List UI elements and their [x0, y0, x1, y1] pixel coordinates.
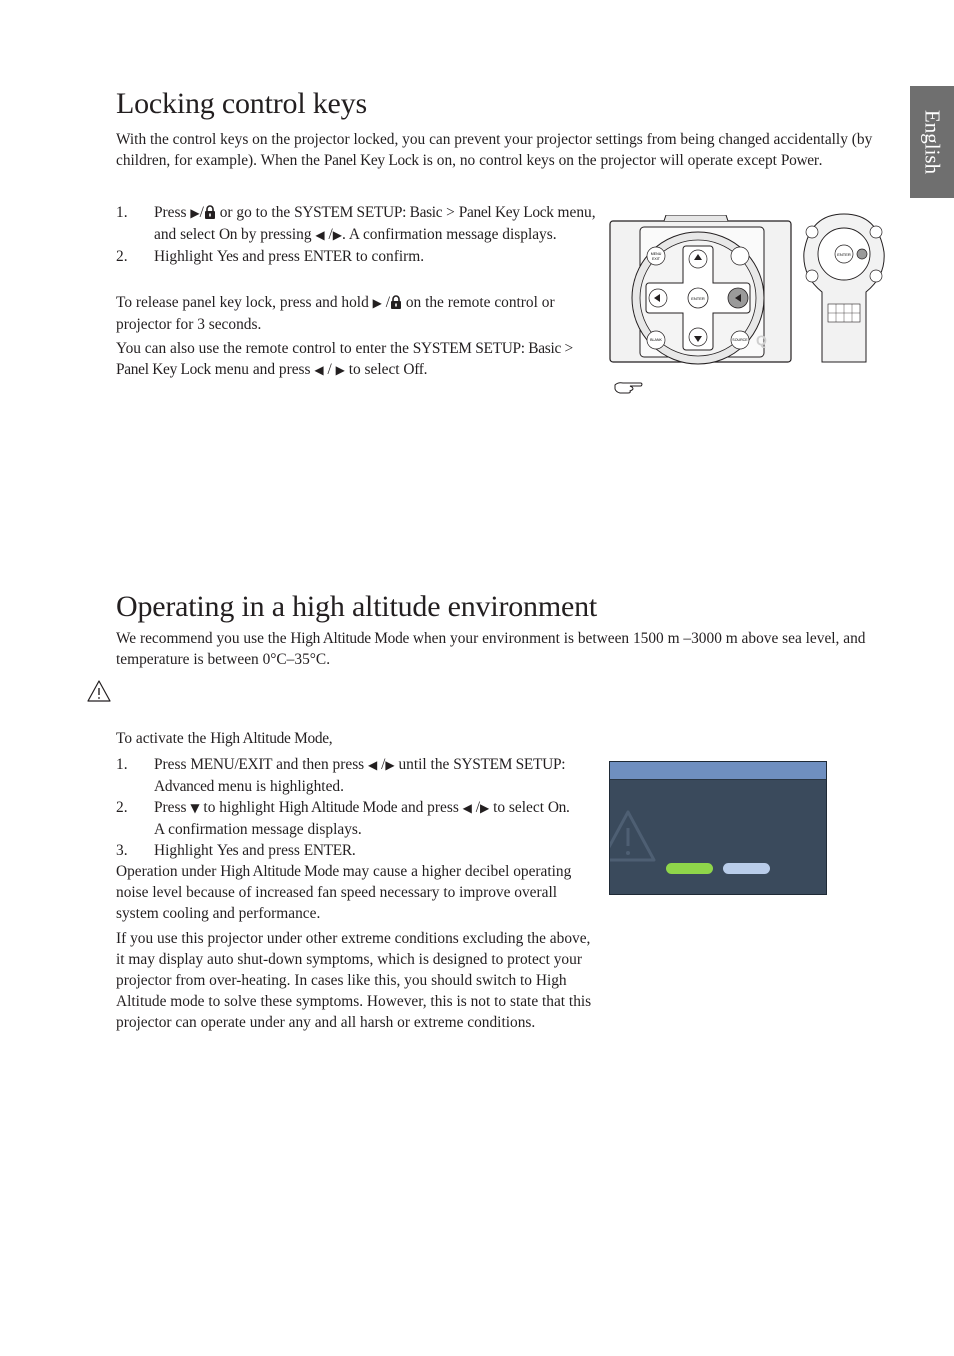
- lock-icon: [390, 295, 402, 309]
- no-button[interactable]: [723, 863, 770, 874]
- right-arrow-icon: ▶: [190, 206, 200, 220]
- section-title-high-altitude: Operating in a high altitude environment: [116, 590, 598, 623]
- svg-text:ENTER: ENTER: [837, 252, 851, 257]
- svg-text:SOURCE: SOURCE: [732, 338, 748, 342]
- language-tab-label: English: [920, 109, 945, 175]
- high-altitude-step-3: 3. Highlight Yes and press ENTER.: [116, 842, 356, 859]
- activate-instruction: To activate the High Altitude Mode,: [116, 730, 333, 747]
- pointing-hand-icon: [614, 379, 644, 395]
- keyword-panel-key-lock: Panel Key Lock: [323, 152, 419, 169]
- right-arrow-icon: ▶: [480, 801, 490, 815]
- high-altitude-step-1: 1. Press MENU/EXIT and then press ◀ /▶ until the SYSTEM SETUP: Advanced menu is highlighted.: [116, 756, 566, 795]
- right-arrow-icon: ▶: [332, 228, 342, 242]
- section-title-locking: Locking control keys: [116, 87, 367, 120]
- lock-icon: [204, 205, 216, 219]
- projector-control-panel-illustration: [608, 215, 794, 365]
- extreme-conditions-note: If you use this projector under other extreme conditions excluding the above, it may display auto shut-down symptoms, which is designed to protect your projector from over-heating. In cases like this, you should switch to High Altitude mode to solve these symptoms. However, this is not to state that this projector can operate under any and all harsh or extreme conditions.: [116, 930, 592, 1031]
- release-instruction: To release panel key lock, press and hold ▶ / on the remote control or projector for 3 seconds.: [116, 294, 555, 333]
- svg-text:Q: Q: [756, 332, 767, 348]
- high-altitude-intro: We recommend you use the High Altitude Mode when your environment is between 1500 m –3000 m above sea level, and temperature is between 0°C–35°C.: [116, 630, 866, 668]
- operation-note: Operation under High Altitude Mode may cause a higher decibel operating noise level because of increased fan speed necessary to improve overall system cooling and performance.: [116, 863, 572, 922]
- locking-step-2: 2. Highlight Yes and press ENTER to confirm.: [116, 248, 425, 265]
- keyword-power: Power: [780, 152, 819, 169]
- warning-icon: [87, 680, 111, 702]
- down-arrow-icon: ▼: [190, 801, 200, 815]
- yes-button[interactable]: [666, 863, 713, 874]
- svg-text:EXIT: EXIT: [652, 257, 660, 261]
- svg-text:ENTER: ENTER: [691, 296, 705, 301]
- svg-text:BLANK: BLANK: [650, 338, 662, 342]
- high-altitude-step-2: 2. Press ▼ to highlight High Altitude Mode and press ◀ /▶ to select On. A confirmation message displays.: [116, 799, 570, 838]
- locking-step-1: 1. Press ▶/ or go to the SYSTEM SETUP: Basic > Panel Key Lock menu, and select On by pressing ◀ /▶. A confirmation message displays.: [116, 204, 596, 243]
- left-arrow-icon: ◀: [462, 801, 472, 815]
- language-tab: [910, 86, 954, 198]
- svg-text:MENU: MENU: [650, 252, 662, 256]
- dialog-warning-icon: [610, 810, 658, 864]
- confirmation-dialog-illustration: [609, 761, 827, 895]
- left-arrow-icon: ◀: [368, 758, 378, 772]
- remote-instruction: You can also use the remote control to enter the SYSTEM SETUP: Basic > Panel Key Lock menu and press ◀ / ▶ to select Off.: [116, 340, 573, 378]
- dialog-title-bar: [610, 762, 826, 780]
- right-arrow-icon: ▶: [385, 758, 395, 772]
- high-altitude-steps: [116, 754, 580, 861]
- left-arrow-icon: ◀: [314, 363, 324, 377]
- locking-intro: With the control keys on the projector locked, you can prevent your projector settings from being changed accidentally (by children, for example). When the Panel Key Lock is on, no control keys on the projector will operate except Power.: [116, 131, 873, 169]
- right-arrow-icon: ▶: [335, 363, 345, 377]
- right-arrow-icon: ▶: [372, 296, 382, 310]
- left-arrow-icon: ◀: [315, 228, 325, 242]
- locking-steps: [116, 202, 604, 267]
- remote-control-illustration: [800, 212, 888, 364]
